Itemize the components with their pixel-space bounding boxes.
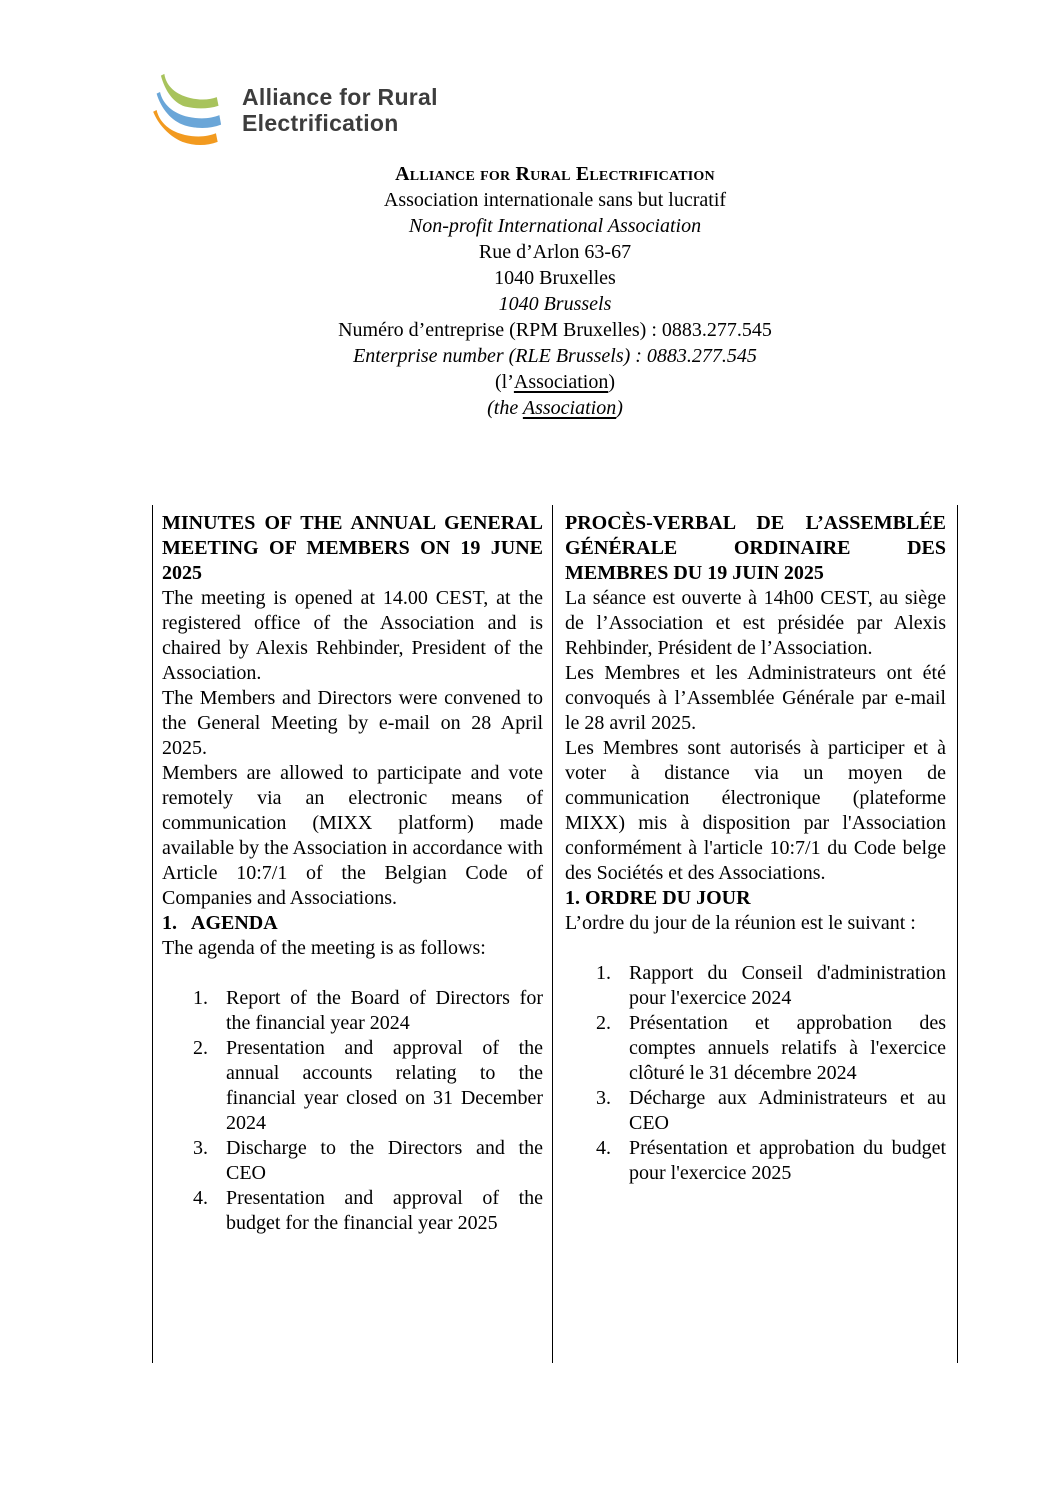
term-en-post: ): [616, 397, 623, 419]
minutes-column-french: [553, 505, 958, 1363]
agenda-item-number: 2.: [193, 1037, 208, 1059]
agenda-item-fr: [565, 1136, 946, 1186]
agenda-item-text: Rapport du Conseil d'administration pour l'exercice 2024: [629, 962, 946, 1009]
agenda-item-number: 3.: [193, 1137, 208, 1159]
agenda-item-en: [162, 986, 543, 1036]
agenda-intro-fr: L’ordre du jour de la réunion est le suivant :: [565, 912, 916, 934]
agenda-item-en: [162, 1136, 543, 1186]
are-logo: [148, 72, 438, 148]
are-logo-swoosh-icon: [148, 72, 234, 148]
agenda-item-number: 4.: [596, 1137, 611, 1159]
agenda-item-en: [162, 1186, 543, 1236]
agenda-item-text: Présentation et approbation du budget pour l'exercice 2025: [629, 1137, 946, 1184]
paragraph-opening-fr: La séance est ouverte à 14h00 CEST, au siège de l’Association et est présidée par Alexis Rehbinder, Président de l’Association.: [565, 587, 946, 659]
letterhead: [152, 161, 958, 421]
minutes-column-english: [152, 505, 553, 1363]
agenda-item-text: Présentation et approbation des comptes annuels relatifs à l'exercice clôturé le 31 décembre 2024: [629, 1012, 946, 1084]
agenda-item-text: Report of the Board of Directors for the financial year 2024: [226, 987, 543, 1034]
swoosh-green-icon: [161, 74, 219, 109]
paragraph-opening-en: The meeting is opened at 14.00 CEST, at the registered office of the Association and is chaired by Alexis Rehbinder, President of the Association.: [162, 587, 543, 684]
term-fr-underlined: Association: [513, 371, 609, 393]
agenda-item-number: 1.: [193, 987, 208, 1009]
paragraph-remote-vote-en: Members are allowed to participate and vote remotely via an electronic means of communication (MIXX platform) made available by the Association in accordance with Article 10:7/1 of the Belgian Code of Companies and Associations.: [162, 762, 543, 909]
swoosh-blue-icon: [157, 92, 222, 128]
letterhead-city-en: 1040 Brussels: [498, 293, 612, 315]
agenda-item-fr: [565, 1086, 946, 1136]
logo-line-2: Electrification: [242, 110, 399, 136]
agenda-item-text: Discharge to the Directors and the CEO: [226, 1137, 543, 1184]
minutes-title-en: MINUTES OF THE ANNUAL GENERAL MEETING OF MEMBERS ON 19 JUNE 2025: [162, 512, 543, 584]
letterhead-city-fr: 1040 Bruxelles: [494, 267, 616, 289]
agenda-list-en: [162, 986, 543, 1236]
agenda-item-number: 4.: [193, 1187, 208, 1209]
letterhead-defined-term-en: [152, 395, 958, 421]
letterhead-type-en: Non-profit International Association: [408, 215, 702, 237]
paragraph-remote-vote-fr: Les Membres sont autorisés à participer et à voter à distance via un moyen de communication électronique (plateforme MIXX) mis à disposition par l'Association conformément à l'article 10:7/1 du Code belge des Sociétés et des Associations.: [565, 737, 946, 884]
agenda-item-fr: [565, 961, 946, 1011]
letterhead-defined-term-fr: [152, 369, 958, 395]
agenda-intro-en: The agenda of the meeting is as follows:: [162, 937, 486, 959]
agenda-heading-label-en: AGENDA: [191, 912, 278, 934]
agenda-item-en: [162, 1036, 543, 1136]
agenda-item-number: 3.: [596, 1087, 611, 1109]
logo-line-1: Alliance for Rural: [242, 84, 438, 110]
term-en-underlined: Association: [522, 397, 617, 419]
agenda-item-number: 1.: [596, 962, 611, 984]
letterhead-street: Rue d’Arlon 63-67: [478, 241, 632, 263]
agenda-item-text: Décharge aux Administrateurs et au CEO: [629, 1087, 946, 1134]
term-en-pre: (the: [487, 397, 523, 419]
minutes-table: [152, 505, 958, 1363]
agenda-item-number: 2.: [596, 1012, 611, 1034]
letterhead-type-fr: Association internationale sans but lucratif: [383, 189, 727, 211]
agenda-list-fr: [565, 961, 946, 1186]
term-fr-post: ): [608, 371, 615, 393]
minutes-title-fr: PROCÈS-VERBAL DE L’ASSEMBLÉE GÉNÉRALE ORDINAIRE DES MEMBRES DU 19 JUIN 2025: [565, 512, 946, 584]
are-logo-wordmark: [242, 84, 438, 136]
agenda-item-fr: [565, 1011, 946, 1086]
agenda-heading-number-en: 1.: [162, 912, 177, 934]
agenda-item-text: Presentation and approval of the budget for the financial year 2025: [226, 1187, 543, 1234]
term-fr-pre: (l’: [495, 371, 514, 393]
agenda-heading-en: [162, 911, 543, 936]
letterhead-org-name: Alliance for Rural Electrification: [395, 163, 715, 185]
agenda-item-text: Presentation and approval of the annual accounts relating to the financial year closed on 31 December 2024: [226, 1037, 543, 1134]
agenda-heading-fr: 1. ORDRE DU JOUR: [565, 887, 751, 909]
letterhead-enterprise-number-fr: Numéro d’entreprise (RPM Bruxelles) : 0883.277.545: [338, 319, 772, 341]
paragraph-convened-en: The Members and Directors were convened to the General Meeting by e-mail on 28 April 2025.: [162, 687, 543, 759]
letterhead-enterprise-number-en: Enterprise number (RLE Brussels) : 0883.277.545: [353, 345, 757, 367]
paragraph-convened-fr: Les Membres et les Administrateurs ont été convoqués à l’Assemblée Générale par e-mail le 28 avril 2025.: [565, 662, 946, 734]
